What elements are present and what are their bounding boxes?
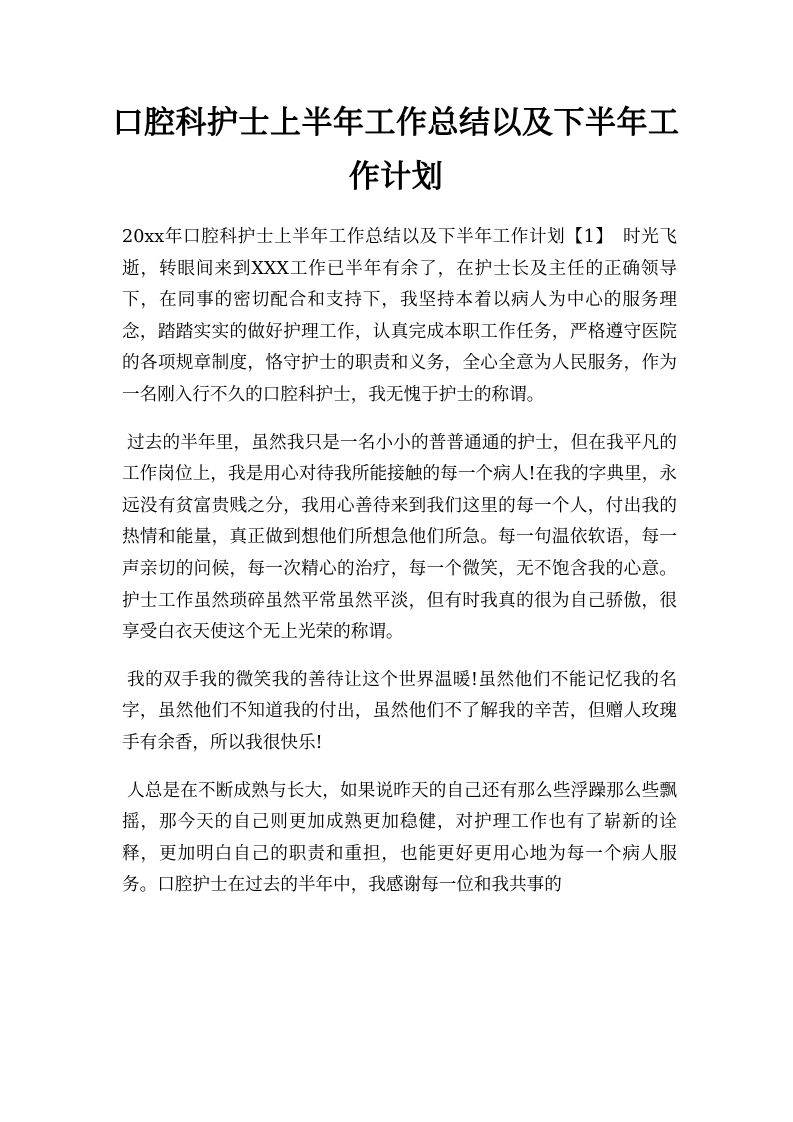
paragraph-warm-world: 我的双手我的微笑我的善待让这个世界温暖!虽然他们不能记忆我的名字，虽然他们不知道我的付出，虽然他们不了解我的辛苦，但赠人玫瑰手有余香，所以我很快乐!: [122, 669, 677, 753]
document-title: 口腔科护士上半年工作总结以及下半年工作计划: [112, 105, 680, 195]
paragraph-past-half-year: 过去的半年里，虽然我只是一名小小的普普通通的护士，但在我平凡的工作岗位上，我是用心对待我所能接触的每一个病人!在我的字典里，永远没有贫富贵贱之分，我用心善待来到我们这里的每一个人，付出我的热情和能量，真正做到想他们所想急他们所急。每一句温依软语，每一声亲切的问候，每一次精心的治疗，每一个微笑，无不饱含我的心意。护士工作虽然琐碎虽然平常虽然平淡，但有时我真的很为自己骄傲，很享受白衣天使这个无上光荣的称谓。: [122, 432, 677, 643]
document-body: [122, 222, 677, 918]
paragraph-intro: 20xx年口腔科护士上半年工作总结以及下半年工作计划【1】 时光飞逝，转眼间来到XXX工作已半年有余了，在护士长及主任的正确领导下，在同事的密切配合和支持下，我坚持本着以病人为中心的服务理念，踏踏实实的做好护理工作，认真完成本职工作任务，严格遵守医院的各项规章制度，恪守护士的职责和义务，全心全意为人民服务，作为一名刚入行不久的口腔科护士，我无愧于护士的称谓。: [122, 227, 677, 405]
paragraph-growing-up: 人总是在不断成熟与长大，如果说昨天的自己还有那么些浮躁那么些飘摇，那今天的自己则更加成熟更加稳健，对护理工作也有了崭新的诠释，更加明白自己的职责和重担，也能更好更用心地为每一个病人服务。口腔护士在过去的半年中，我感谢每一位和我共事的: [122, 780, 677, 896]
